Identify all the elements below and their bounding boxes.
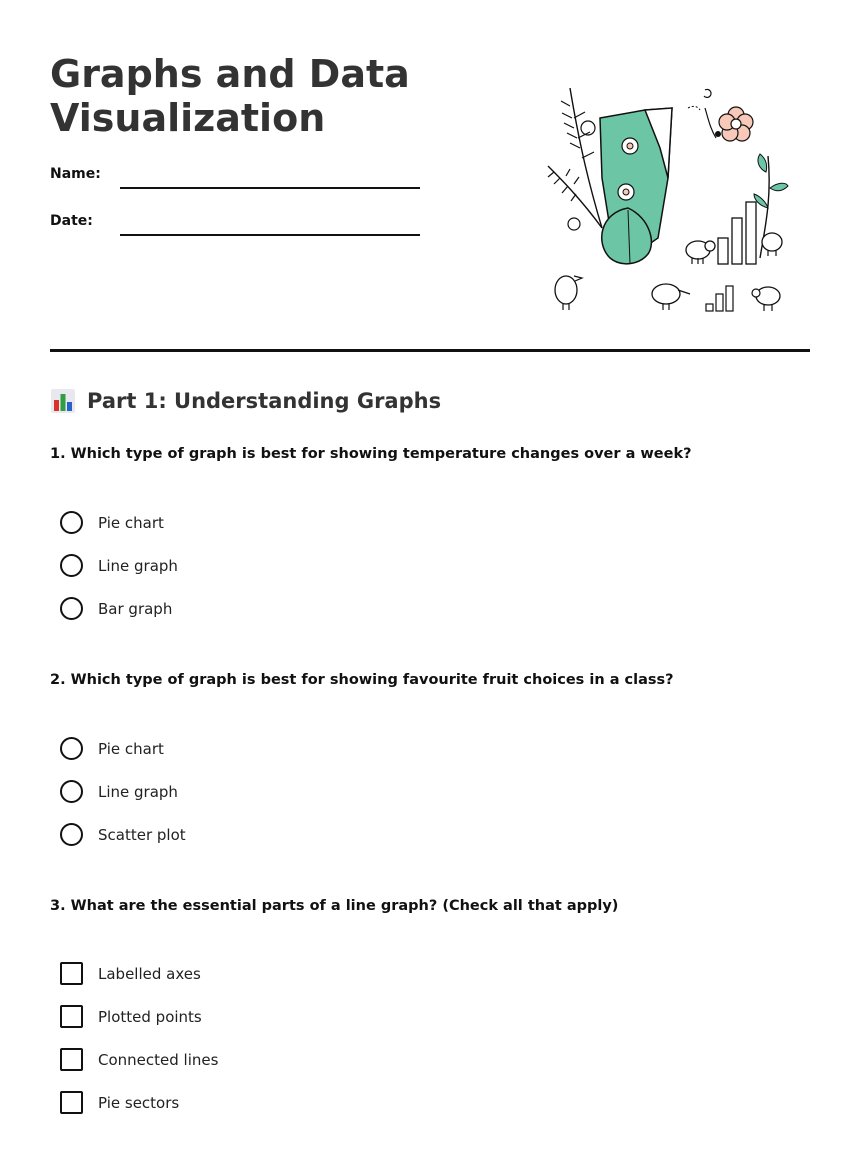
q3-option-3[interactable] (60, 1048, 218, 1071)
radio-button[interactable] (60, 597, 83, 620)
option-label: Line graph (98, 556, 178, 575)
q2-option-1[interactable] (60, 737, 164, 760)
header-divider (50, 349, 810, 352)
title-line-2: Visualization (50, 96, 326, 140)
option-label: Scatter plot (98, 825, 186, 844)
checkbox[interactable] (60, 962, 83, 985)
option-label: Labelled axes (98, 964, 201, 983)
q1-option-3[interactable] (60, 597, 172, 620)
bar-chart-icon (50, 388, 76, 414)
q2-option-3[interactable] (60, 823, 186, 846)
radio-button[interactable] (60, 737, 83, 760)
name-label: Name: (50, 166, 101, 182)
checkbox[interactable] (60, 1091, 83, 1114)
q1-option-1[interactable] (60, 511, 164, 534)
question-2: 2. Which type of graph is best for showing favourite fruit choices in a class? (50, 672, 674, 688)
radio-button[interactable] (60, 780, 83, 803)
radio-button[interactable] (60, 554, 83, 577)
checkbox[interactable] (60, 1048, 83, 1071)
option-label: Bar graph (98, 599, 173, 618)
option-label: Pie sectors (98, 1093, 180, 1112)
question-1: 1. Which type of graph is best for showing temperature changes over a week? (50, 446, 692, 462)
option-label: Plotted points (98, 1007, 202, 1026)
section-title: Part 1: Understanding Graphs (87, 389, 442, 413)
title-line-1: Graphs and Data (50, 52, 410, 96)
checkbox[interactable] (60, 1005, 83, 1028)
q1-option-2[interactable] (60, 554, 178, 577)
page-title (50, 52, 470, 140)
option-label: Pie chart (98, 739, 164, 758)
q2-option-2[interactable] (60, 780, 178, 803)
radio-button[interactable] (60, 823, 83, 846)
date-field[interactable] (120, 234, 420, 236)
date-label: Date: (50, 213, 93, 229)
option-label: Pie chart (98, 513, 164, 532)
question-3: 3. What are the essential parts of a line graph? (Check all that apply) (50, 898, 619, 914)
name-field[interactable] (120, 187, 420, 189)
q3-option-1[interactable] (60, 962, 201, 985)
option-label: Line graph (98, 782, 178, 801)
radio-button[interactable] (60, 511, 83, 534)
section-heading (50, 388, 441, 414)
option-label: Connected lines (98, 1050, 219, 1069)
q3-option-2[interactable] (60, 1005, 202, 1028)
botanical-chart-illustration (540, 78, 800, 318)
q3-option-4[interactable] (60, 1091, 179, 1114)
